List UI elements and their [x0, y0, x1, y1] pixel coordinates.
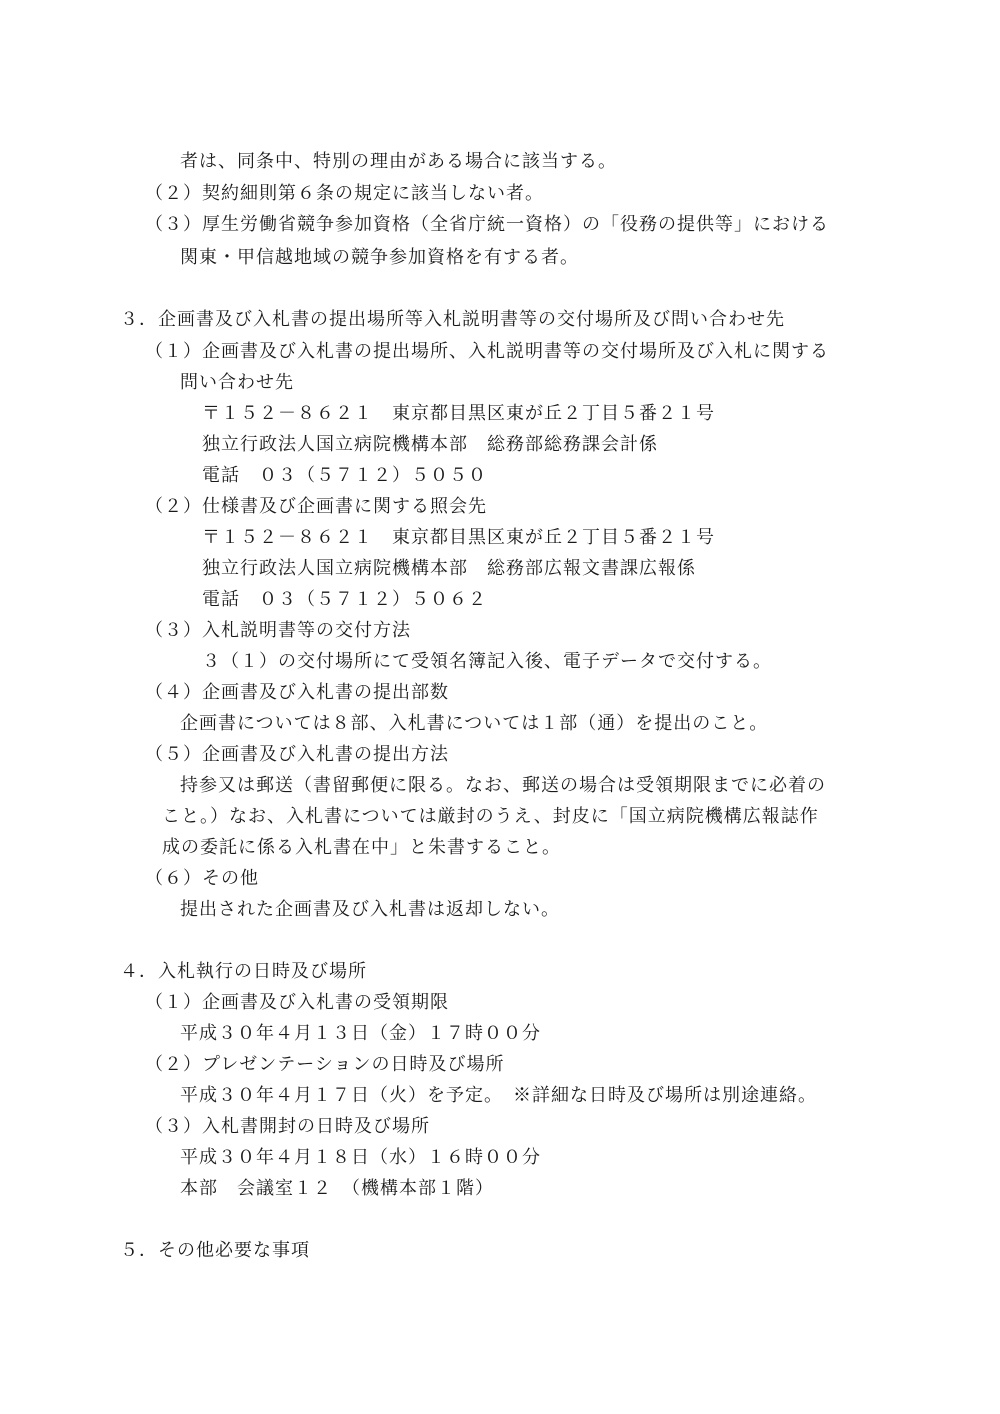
- address-line: 〒１５２－８６２１ 東京都目黒区東が丘２丁目５番２１号: [202, 527, 715, 548]
- section-heading: ５．その他必要な事項: [120, 1240, 310, 1261]
- text-line: 関東・甲信越地域の競争参加資格を有する者。: [180, 247, 579, 268]
- text-line: 持参又は郵送（書留郵便に限る。なお、郵送の場合は受領期限までに必着の: [180, 775, 826, 796]
- text-line: 者は、同条中、特別の理由がある場合に該当する。: [180, 151, 617, 172]
- text-line: こと。）なお、入札書については厳封のうえ、封皮に「国立病院機構広報誌作: [162, 806, 819, 827]
- text-line: 平成３０年４月１７日（火）を予定。 ※詳細な日時及び場所は別途連絡。: [180, 1085, 817, 1106]
- address-line: 〒１５２－８６２１ 東京都目黒区東が丘２丁目５番２１号: [202, 403, 715, 424]
- text-line: ３（１）の交付場所にて受領名簿記入後、電子データで交付する。: [202, 651, 772, 672]
- organization-line: 独立行政法人国立病院機構本部 総務部広報文書課広報係: [202, 558, 696, 579]
- section-heading: ３．企画書及び入札書の提出場所等入札説明書等の交付場所及び問い合わせ先: [120, 309, 785, 330]
- list-item: （２）契約細則第６条の規定に該当しない者。: [145, 183, 544, 204]
- text-line: 提出された企画書及び入札書は返却しない。: [180, 899, 560, 920]
- text-line: 本部 会議室１２ （機構本部１階）: [180, 1178, 494, 1199]
- text-line: 成の委託に係る入札書在中」と朱書すること。: [162, 837, 561, 858]
- text-line: 平成３０年４月１８日（水）１６時００分: [180, 1147, 541, 1168]
- list-item: （１）企画書及び入札書の受領期限: [145, 992, 449, 1013]
- list-item: （１）企画書及び入札書の提出場所、入札説明書等の交付場所及び入札に関する: [145, 341, 829, 362]
- text-line: 企画書については８部、入札書については１部（通）を提出のこと。: [180, 713, 769, 734]
- list-item: （２）仕様書及び企画書に関する照会先: [145, 496, 487, 517]
- list-item: （３）入札説明書等の交付方法: [145, 620, 411, 641]
- organization-line: 独立行政法人国立病院機構本部 総務部総務課会計係: [202, 434, 658, 455]
- list-item: （３）厚生労働省競争参加資格（全省庁統一資格）の「役務の提供等」における: [145, 214, 829, 235]
- phone-line: 電話 ０３（５７１２）５０５０: [202, 465, 487, 486]
- list-item: （５）企画書及び入札書の提出方法: [145, 744, 449, 765]
- section-heading: ４．入札執行の日時及び場所: [120, 961, 367, 982]
- text-line: 平成３０年４月１３日（金）１７時００分: [180, 1023, 541, 1044]
- list-item: （３）入札書開封の日時及び場所: [145, 1116, 430, 1137]
- list-item: （４）企画書及び入札書の提出部数: [145, 682, 449, 703]
- text-line: 問い合わせ先: [180, 372, 294, 393]
- list-item: （６）その他: [145, 868, 259, 889]
- list-item: （２）プレゼンテーションの日時及び場所: [145, 1054, 505, 1075]
- phone-line: 電話 ０３（５７１２）５０６２: [202, 589, 487, 610]
